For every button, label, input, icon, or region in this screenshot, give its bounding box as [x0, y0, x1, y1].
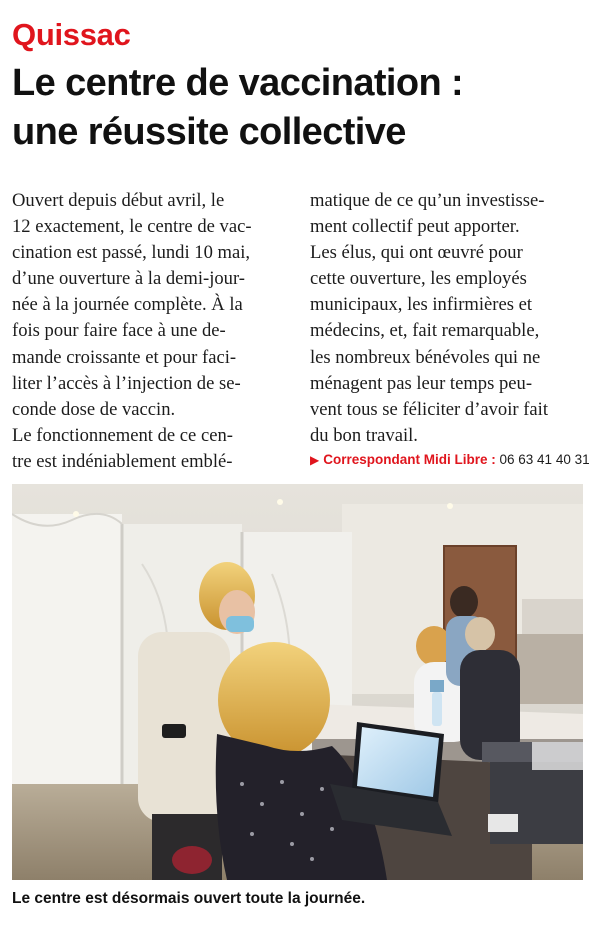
body-line: ment collectif peut apporter.	[310, 216, 520, 238]
triangle-marker-icon: ▶	[310, 452, 320, 467]
body-line: les nombreux bénévoles qui ne	[310, 346, 541, 368]
body-column-right	[310, 188, 590, 469]
body-line: née à la journée complète. À la	[12, 294, 243, 316]
body-line: fois pour faire face à une de-	[12, 320, 226, 342]
body-line: vent tous se féliciter d’avoir fait	[310, 398, 549, 420]
byline	[310, 451, 590, 469]
body-column-left	[12, 188, 302, 475]
body-line: cette ouverture, les employés	[310, 268, 527, 290]
body-line: d’une ouverture à la demi-jour-	[12, 268, 245, 290]
body-line: tre est indéniablement emblé-	[12, 450, 233, 472]
body-line: liter l’accès à l’injection de se-	[12, 372, 241, 394]
body-line: ménagent pas leur temps peu-	[310, 372, 533, 394]
body-line: municipaux, les infirmières et	[310, 294, 533, 316]
byline-phone: 06 63 41 40 31	[499, 451, 590, 467]
body-line: du bon travail.	[310, 424, 418, 446]
body-line: cination est passé, lundi 10 mai,	[12, 242, 251, 264]
article-photo	[12, 484, 583, 880]
byline-author: Correspondant Midi Libre :	[323, 451, 496, 467]
body-line: 12 exactement, le centre de vac-	[12, 216, 252, 238]
body-line: Les élus, qui ont œuvré pour	[310, 242, 523, 264]
body-line: matique de ce qu’un investisse-	[310, 190, 545, 211]
body-line: conde dose de vaccin.	[12, 398, 176, 420]
headline-line: une réussite collective	[12, 111, 406, 153]
photo-caption: Le centre est désormais ouvert toute la journée.	[12, 890, 366, 907]
body-line: mande croissante et pour faci-	[12, 346, 237, 368]
body-line: Ouvert depuis début avril, le	[12, 190, 225, 211]
body-line: médecins, et, fait remarquable,	[310, 320, 540, 342]
headline-line: Le centre de vaccination :	[12, 62, 464, 104]
kicker: Quissac	[12, 17, 131, 52]
body-line: Le fonctionnement de ce cen-	[12, 424, 233, 446]
headline	[12, 59, 592, 157]
